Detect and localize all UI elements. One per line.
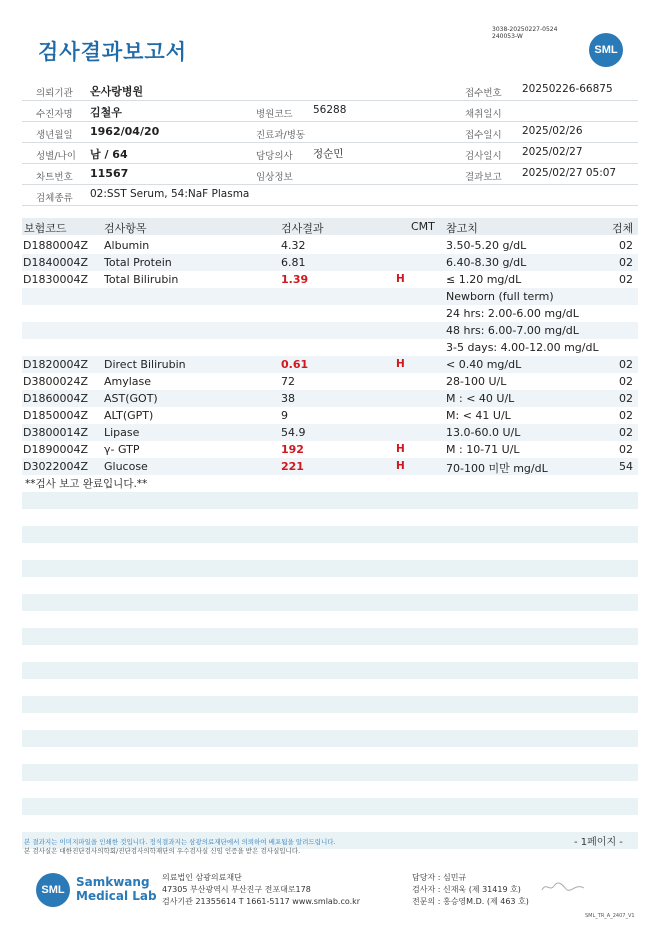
dept-label: 진료과/병동: [256, 130, 306, 141]
cell-specimen: 02: [619, 426, 633, 439]
cell-result: 9: [281, 409, 288, 422]
table-row: [22, 407, 638, 424]
cell-code: D1850004Z: [23, 409, 88, 422]
collection-date-label: 채취일시: [465, 109, 502, 120]
table-row: [22, 322, 638, 339]
receipt-date-label: 접수일시: [465, 130, 502, 141]
institution-info: 의료법인 삼광의료재단 47305 부산광역시 부산진구 전포대로178 검사기관 21355614 T 1661-5117 www.smlab.co.kr: [162, 873, 361, 906]
specimen-label: 검체종류: [36, 193, 73, 204]
cell-specimen: 02: [619, 273, 633, 286]
header-specimen: 검체: [612, 222, 634, 235]
cell-result: 6.81: [281, 256, 306, 269]
cell-specimen: 02: [619, 375, 633, 388]
chart-no-value: 11567: [90, 167, 129, 180]
info-row: [22, 185, 638, 206]
table-row: [22, 441, 638, 458]
empty-row: [22, 764, 638, 781]
cell-ref: 24 hrs: 2.00-6.00 mg/dL: [446, 307, 579, 320]
cell-ref: M: < 41 U/L: [446, 409, 511, 422]
cell-ref: 13.0-60.0 U/L: [446, 426, 521, 439]
name-label: 수진자명: [36, 109, 73, 120]
info-row: [22, 80, 638, 101]
institution-value: 온사랑병원: [90, 85, 144, 98]
cell-item: Lipase: [104, 426, 140, 439]
cell-code: D1860004Z: [23, 392, 88, 405]
sml-logo: SML: [589, 33, 623, 67]
cell-item: Total Bilirubin: [104, 273, 179, 286]
test-date-value: 2025/02/27: [522, 146, 583, 158]
cell-code: D1880004Z: [23, 239, 88, 252]
empty-row: [22, 798, 638, 815]
cell-result: 192: [281, 443, 304, 456]
cell-code: D1820004Z: [23, 358, 88, 371]
birth-label: 생년월일: [36, 130, 73, 141]
cell-code: D1830004Z: [23, 273, 88, 286]
footer-logo-text: Samkwang Medical Lab: [76, 875, 157, 903]
header-code: 보험코드: [24, 222, 67, 235]
clinical-label: 임상정보: [256, 172, 293, 183]
cell-flag: H: [396, 273, 405, 285]
patient-info: [22, 80, 638, 206]
page-title: 검사결과보고서: [38, 40, 188, 64]
doctor-value: 정순민: [313, 148, 344, 160]
cell-code: D1840004Z: [23, 256, 88, 269]
empty-row: [22, 730, 638, 747]
footer-note: 본 결과지는 이미지파일을 인쇄한 것입니다. 정식결과지는 삼광의료재단에서 의뢰하여 배포됨을 알려드립니다. 본 검사실은 대한진단검사의학회/진단검사의학재단의 우수검사실 신임 인증을 받은 검사실입니다.: [24, 838, 336, 855]
cell-result: 72: [281, 375, 295, 388]
cell-ref: 3.50-5.20 g/dL: [446, 239, 527, 252]
hospital-code-value: 56288: [313, 104, 347, 116]
report-date-value: 2025/02/27 05:07: [522, 167, 617, 179]
cell-ref: 3-5 days: 4.00-12.00 mg/dL: [446, 341, 599, 354]
staff-info: 담당자 : 심민규 검사자 : 신재욱 (제 31419 호) 전문의 : 홍승영M.D. (제 463 호): [412, 873, 529, 906]
empty-row: [22, 526, 638, 543]
cell-ref: M : < 40 U/L: [446, 392, 515, 405]
cell-ref: 48 hrs: 6.00-7.00 mg/dL: [446, 324, 579, 337]
header-result: 검사결과: [281, 222, 324, 235]
completion-note: **검사 보고 완료입니다.**: [25, 478, 148, 490]
empty-row: [22, 560, 638, 577]
signature: [540, 880, 586, 894]
info-row: [22, 143, 638, 164]
footer-logo-mark: SML: [36, 873, 70, 907]
table-row: [22, 254, 638, 271]
cell-item: ALT(GPT): [104, 409, 154, 422]
document-id: 3038-20250227-0524 240053-W: [492, 26, 558, 40]
cell-ref: Newborn (full term): [446, 290, 554, 303]
table-row: [22, 458, 638, 475]
cell-result: 0.61: [281, 358, 309, 371]
cell-flag: H: [396, 460, 405, 472]
results-table: [22, 237, 638, 475]
results-header: [22, 218, 638, 235]
cell-ref: M : 10-71 U/L: [446, 443, 520, 456]
table-row: [22, 339, 638, 356]
info-row: [22, 164, 638, 185]
receipt-no-label: 접수번호: [465, 88, 502, 99]
cell-item: Total Protein: [104, 256, 172, 269]
receipt-no-value: 20250226-66875: [522, 83, 613, 95]
sex-age-value: 남 / 64: [90, 148, 128, 161]
cell-specimen: 02: [619, 358, 633, 371]
cell-specimen: 02: [619, 443, 633, 456]
table-row: [22, 288, 638, 305]
birth-value: 1962/04/20: [90, 125, 160, 138]
empty-row: [22, 696, 638, 713]
name-value: 김철우: [90, 106, 122, 119]
cell-result: 54.9: [281, 426, 306, 439]
hospital-code-label: 병원코드: [256, 109, 293, 120]
empty-row: [22, 492, 638, 509]
cell-result: 1.39: [281, 273, 309, 286]
cell-item: γ- GTP: [104, 443, 140, 456]
table-row: [22, 373, 638, 390]
empty-row: [22, 594, 638, 611]
cell-specimen: 02: [619, 392, 633, 405]
chart-no-label: 차트번호: [36, 172, 73, 183]
cell-ref: 6.40-8.30 g/dL: [446, 256, 527, 269]
test-date-label: 검사일시: [465, 151, 502, 162]
receipt-date-value: 2025/02/26: [522, 125, 583, 137]
empty-row: [22, 628, 638, 645]
cell-result: 4.32: [281, 239, 306, 252]
cell-code: D3022004Z: [23, 460, 88, 473]
doctor-label: 담당의사: [256, 151, 293, 162]
table-row: [22, 271, 638, 288]
page-number: - 1페이지 -: [574, 837, 623, 848]
cell-specimen: 54: [619, 460, 633, 473]
cell-result: 38: [281, 392, 295, 405]
cell-code: D1890004Z: [23, 443, 88, 456]
cell-item: Glucose: [104, 460, 148, 473]
cell-specimen: 02: [619, 256, 633, 269]
cell-item: Direct Bilirubin: [104, 358, 186, 371]
cell-ref: 28-100 U/L: [446, 375, 507, 388]
cell-item: Albumin: [104, 239, 150, 252]
header-ref: 참고치: [446, 222, 478, 235]
institution-label: 의뢰기관: [36, 88, 73, 99]
specimen-value: 02:SST Serum, 54:NaF Plasma: [90, 188, 250, 200]
info-row: [22, 101, 638, 122]
header-item: 검사항목: [104, 222, 147, 235]
table-row: [22, 356, 638, 373]
cell-item: AST(GOT): [104, 392, 158, 405]
cell-result: 221: [281, 460, 304, 473]
empty-row: [22, 662, 638, 679]
table-row: [22, 237, 638, 254]
info-row: [22, 122, 638, 143]
cell-flag: H: [396, 443, 405, 455]
cell-ref: ≤ 1.20 mg/dL: [446, 273, 522, 286]
cell-ref: < 0.40 mg/dL: [446, 358, 522, 371]
table-row: [22, 390, 638, 407]
table-row: [22, 424, 638, 441]
cell-code: D3800024Z: [23, 375, 88, 388]
report-label: 결과보고: [465, 172, 502, 183]
cell-specimen: 02: [619, 409, 633, 422]
cell-flag: H: [396, 358, 405, 370]
cell-item: Amylase: [104, 375, 152, 388]
cell-specimen: 02: [619, 239, 633, 252]
form-code: SML_TR_A_2407_V1: [585, 913, 635, 919]
table-row: [22, 305, 638, 322]
cell-ref: 70-100 미만 mg/dL: [446, 462, 548, 475]
sex-age-label: 성별/나이: [36, 151, 76, 162]
cell-code: D3800014Z: [23, 426, 88, 439]
header-cmt: CMT: [411, 220, 435, 233]
